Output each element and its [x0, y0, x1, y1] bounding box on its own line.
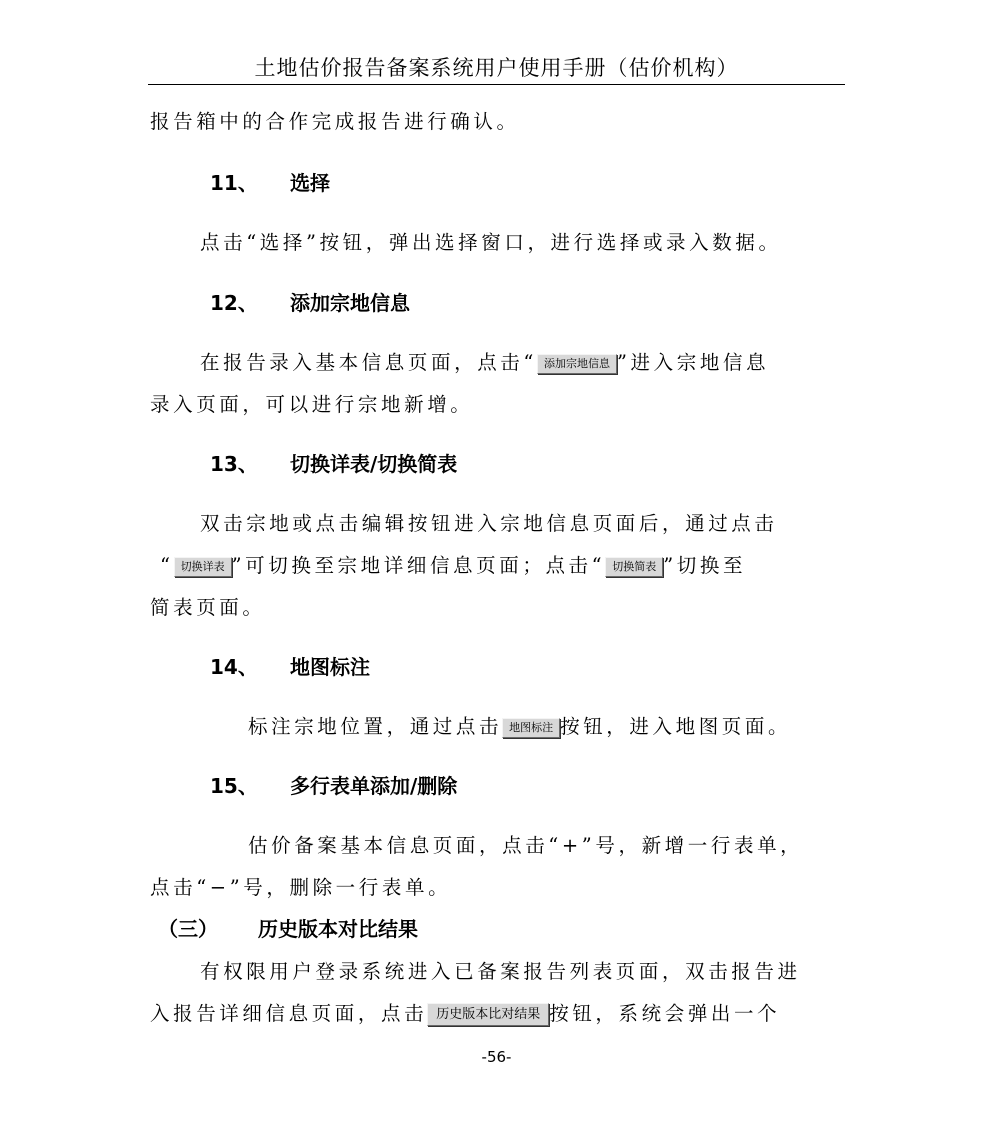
section-14-text-before: 标注宗地位置，通过点击	[248, 715, 503, 738]
section-11-number: 11、	[210, 171, 258, 195]
section-12-text-before: 在报告录入基本信息页面，点击“	[200, 351, 537, 374]
section-12-line-2: 录入页面，可以进行宗地新增。	[150, 393, 474, 416]
section-13-text-a: “	[160, 554, 174, 577]
section-14-line-1	[248, 711, 791, 739]
intro-line: 报告箱中的合作完成报告进行确认。	[150, 110, 520, 133]
section-13-text-b: ”可切换至宗地详细信息页面；点击“	[231, 554, 606, 577]
section-12-title: 添加宗地信息	[290, 291, 410, 315]
map-annotation-button[interactable]: 地图标注	[502, 718, 560, 738]
section-13-title: 切换详表/切换简表	[290, 452, 458, 476]
section-13-line-1: 双击宗地或点击编辑按钮进入宗地信息页面后，通过点击	[200, 512, 778, 535]
section-14-text-after: 按钮，进入地图页面。	[560, 715, 792, 738]
section-13-line-2	[160, 550, 746, 578]
section-13-number: 13、	[210, 452, 258, 476]
section-11-heading	[210, 167, 330, 196]
section-3-title: 历史版本对比结果	[258, 917, 418, 941]
section-3-text-before: 入报告详细信息页面，点击	[150, 1002, 428, 1025]
section-3-heading	[158, 913, 418, 942]
page-header-title: 土地估价报告备案系统用户使用手册（估价机构）	[254, 56, 739, 80]
section-15-heading	[210, 770, 457, 799]
section-15-title: 多行表单添加/删除	[290, 774, 458, 798]
section-13-text-c: ”切换至	[663, 554, 747, 577]
section-15-number: 15、	[210, 774, 258, 798]
section-12-text-after: ”进入宗地信息	[616, 351, 770, 374]
header-divider	[148, 84, 845, 85]
section-11-title: 选择	[290, 171, 330, 195]
section-3-line-2	[150, 998, 780, 1026]
section-11-line-1: 点击“选择”按钮，弹出选择窗口，进行选择或录入数据。	[200, 231, 782, 254]
history-version-compare-button[interactable]: 历史版本比对结果	[427, 1003, 549, 1026]
add-parcel-info-button[interactable]: 添加宗地信息	[537, 354, 617, 374]
section-12-heading	[210, 287, 410, 316]
page-number: -56-	[481, 1048, 512, 1066]
section-12-line-1	[200, 347, 769, 375]
section-3-line-1: 有权限用户登录系统进入已备案报告列表页面，双击报告进	[200, 960, 801, 983]
section-14-title: 地图标注	[290, 655, 370, 679]
section-3-text-after: 按钮，系统会弹出一个	[549, 1002, 781, 1025]
switch-detail-table-button[interactable]: 切换详表	[174, 557, 232, 577]
section-15-line-1: 估价备案基本信息页面，点击“+”号，新增一行表单，	[248, 834, 804, 857]
section-3-number: （三）	[158, 917, 218, 941]
section-14-heading	[210, 651, 370, 680]
switch-simple-table-button[interactable]: 切换简表	[605, 557, 663, 577]
section-14-number: 14、	[210, 655, 258, 679]
section-13-line-3: 简表页面。	[150, 596, 266, 619]
section-12-number: 12、	[210, 291, 258, 315]
section-15-line-2: 点击“−”号，删除一行表单。	[150, 876, 452, 899]
section-13-heading	[210, 448, 457, 477]
